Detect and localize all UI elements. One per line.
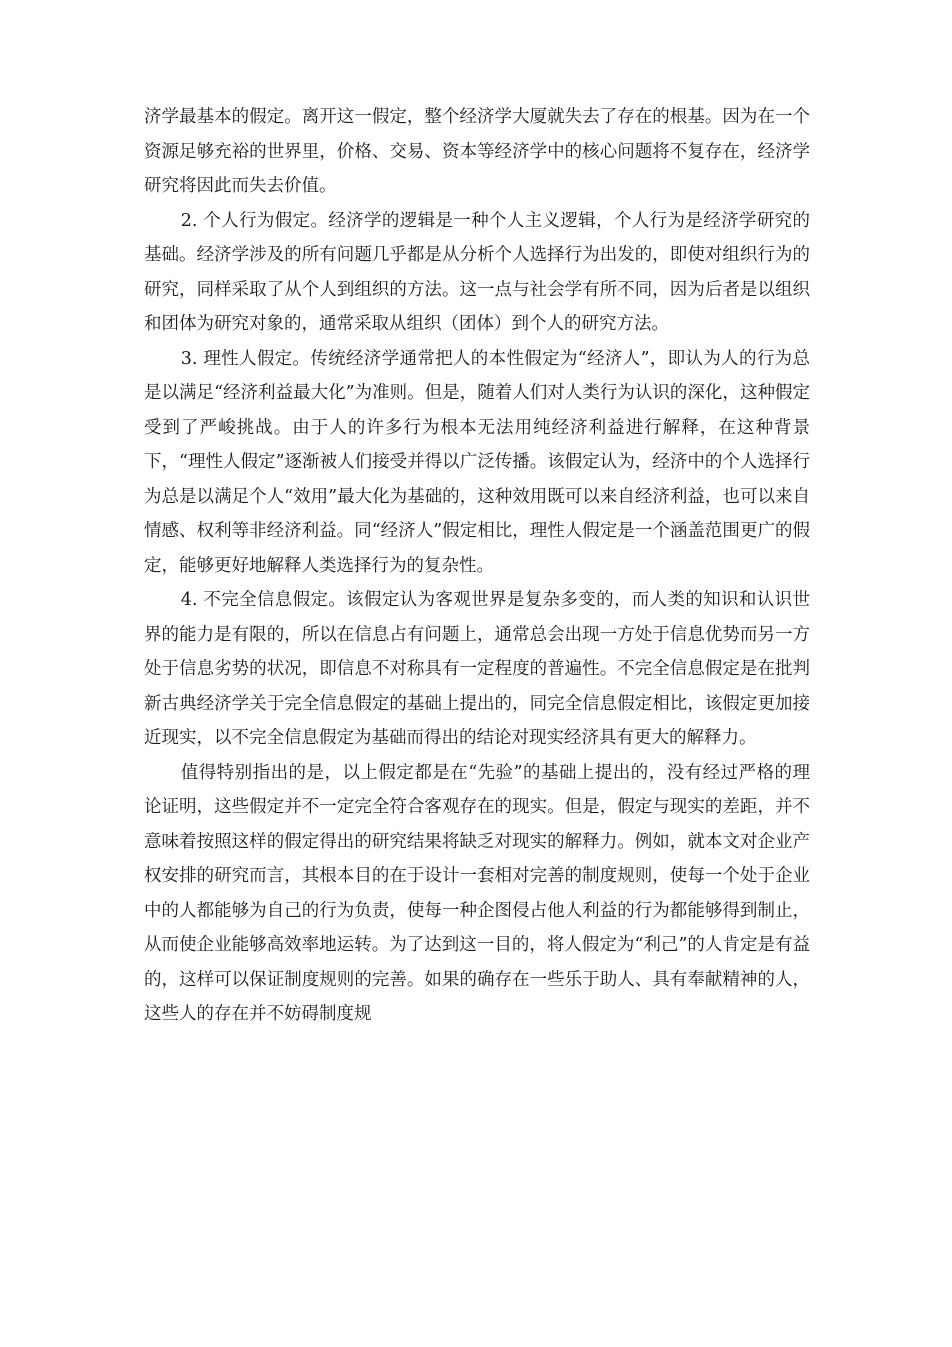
paragraph-3-rational-person: 3. 理性人假定。传统经济学通常把人的本性假定为“经济人”，即认为人的行为总是以满足“经济利益最大化”为准则。但是，随着人们对人类行为认识的深化，这种假定受到了严峻挑战。由于人的许多行为根本无法用纯经济利益进行解释，在这种背景下，“理性人假定”逐渐被人们接受并得以广泛传播。该假定认为，经济中的个人选择行为总是以满足个人“效用”最大化为基础的，这种效用既可以来自经济利益，也可以来自情感、权利等非经济利益。同“经济人”假定相比，理性人假定是一个涵盖范围更广的假定，能够更好地解释人类选择行为的复杂性。 — [144, 348, 810, 576]
paragraph-4-incomplete-information: 4. 不完全信息假定。该假定认为客观世界是复杂多变的，而人类的知识和认识世界的能力是有限的，所以在信息占有问题上，通常总会出现一方处于信息优势而另一方处于信息劣势的状况，即信息不对称具有一定程度的普遍性。不完全信息假定是在批判新古典经济学关于完全信息假定的基础上提出的，同完全信息假定相比，该假定更加接近现实，以不完全信息假定为基础而得出的结论对现实经济具有更大的解释力。 — [144, 590, 810, 748]
paragraph-2-individual-behavior: 2. 个人行为假定。经济学的逻辑是一种个人主义逻辑，个人行为是经济学研究的基础。经济学涉及的所有问题几乎都是从分析个人选择行为出发的，即使对组织行为的研究，同样采取了从个人到组织的方法。这一点与社会学有所不同，因为后者是以组织和团体为研究对象的，通常采取从组织（团体）到个人的研究方法。 — [144, 210, 810, 334]
document-page — [144, 100, 810, 1032]
paragraph-5-remarks: 值得特别指出的是，以上假定都是在“先验”的基础上提出的，没有经过严格的理论证明，这些假定并不一定完全符合客观存在的现实。但是，假定与现实的差距，并不意味着按照这样的假定得出的研究结果将缺乏对现实的解释力。例如，就本文对企业产权安排的研究而言，其根本目的在于设计一套相对完善的制度规则，使每一个处于企业中的人都能够为自己的行为负责，使每一种企图侵占他人利益的行为都能够得到制止，从而使企业能够高效率地运转。为了达到这一目的，将人假定为“利己”的人肯定是有益的，这样可以保证制度规则的完善。如果的确存在一些乐于助人、具有奉献精神的人，这些人的存在并不妨碍制度规 — [144, 762, 810, 1024]
paragraph-1: 济学最基本的假定。离开这一假定，整个经济学大厦就失去了存在的根基。因为在一个资源足够充裕的世界里，价格、交易、资本等经济学中的核心问题将不复存在，经济学研究将因此而失去价值。 — [144, 107, 810, 196]
